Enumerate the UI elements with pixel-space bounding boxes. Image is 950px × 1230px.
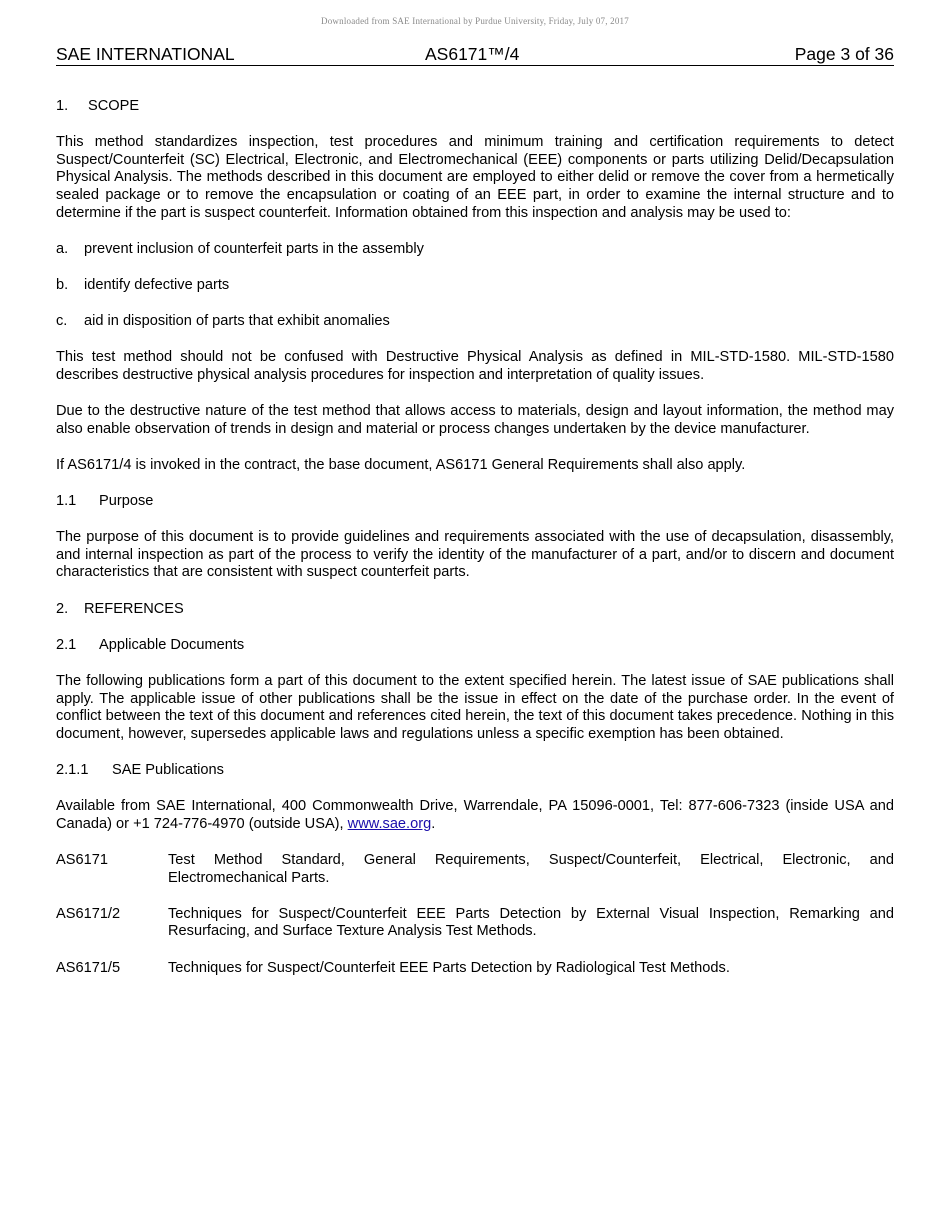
sae-availability-paragraph [56, 798, 894, 833]
section-title: SAE Publications [112, 761, 224, 778]
list-item [56, 277, 894, 295]
section-title: SCOPE [88, 98, 140, 114]
section-number: 2.1 [56, 636, 77, 653]
reference-code: AS6171/2 [56, 905, 121, 922]
section-title: Purpose [99, 493, 154, 510]
section-title: REFERENCES [84, 600, 184, 617]
reference-code: AS6171 [56, 851, 108, 868]
section-number: 1. [56, 98, 69, 114]
invocation-paragraph: If AS6171/4 is invoked in the contract, the base document, AS6171 General Requirements shall also apply. [56, 456, 746, 473]
list-item [56, 241, 894, 259]
header-document-number: AS6171™/4 [425, 44, 520, 64]
section-2-1-1-heading [56, 762, 894, 780]
reference-description: Techniques for Suspect/Counterfeit EEE Parts Detection by Radiological Test Methods. [168, 959, 730, 976]
availability-suffix: . [431, 815, 436, 832]
reference-item [56, 906, 894, 941]
document-body [56, 98, 894, 996]
section-2-heading [56, 601, 894, 619]
section-number: 2. [56, 600, 69, 617]
applicable-documents-paragraph: The following publications form a part of this document to the extent specified herein. The latest issue of SAE publications shall apply. The applicable issue of other publications shall be the issue in effect on the date of the purchase order. In the event of conflict between the text of this document and references cited herein, the text of this document takes precedence. Nothing in this document, however, supersedes applicable laws and regulations unless a specific exemption has been obtained. [56, 673, 894, 742]
reference-code: AS6171/5 [56, 959, 121, 976]
list-text: identify defective parts [84, 276, 230, 293]
list-text: prevent inclusion of counterfeit parts in the assembly [84, 240, 424, 257]
destructive-nature-paragraph: Due to the destructive nature of the test method that allows access to materials, design and layout information, the method may also enable observation of trends in design and material or process changes undertaken by the device manufacturer. [56, 403, 894, 437]
header-organization: SAE INTERNATIONAL [56, 44, 235, 64]
download-watermark: Downloaded from SAE International by Purdue University, Friday, July 07, 2017 [321, 16, 629, 26]
page-header [56, 44, 894, 66]
reference-item [56, 852, 894, 887]
section-1-heading [56, 98, 894, 116]
scope-paragraph: This method standardizes inspection, test procedures and minimum training and certification requirements to detect Suspect/Counterfeit (SC) Electrical, Electronic, and Electromechanical (EEE) components or parts utilizing Delid/Decapsulation Physical Analysis. The methods described in this document are employed to either delid or remove the cover from a hermetically sealed package or to remove the encapsulation or coating of an EEE part, in order to examine the internal structure and to determine if the part is suspect counterfeit. Information obtained from this inspection and analysis may be used to: [56, 134, 894, 221]
reference-item [56, 960, 894, 978]
list-item [56, 313, 894, 331]
list-text: aid in disposition of parts that exhibit anomalies [84, 313, 390, 330]
purpose-paragraph: The purpose of this document is to provide guidelines and requirements associated with the use of decapsulation, disassembly, and internal inspection as part of the process to verify the identity of the manufacturer of a part, and/or to discern and document characteristics that are consistent with suspect counterfeit parts. [56, 529, 894, 581]
list-marker: b. [56, 276, 69, 293]
dpa-paragraph: This test method should not be confused with Destructive Physical Analysis as defined in MIL-STD-1580. MIL-STD-1580 describes destructive physical analysis procedures for inspection and interpretation of quality issues. [56, 349, 894, 383]
reference-description: Techniques for Suspect/Counterfeit EEE Parts Detection by External Visual Inspection, Remarking and Resurfacing, and Surface Texture Analysis Test Methods. [168, 905, 894, 940]
section-1-1-heading [56, 493, 894, 511]
section-2-1-heading [56, 637, 894, 655]
reference-description: Test Method Standard, General Requirements, Suspect/Counterfeit, Electrical, Electronic, and Electromechanical Parts. [168, 851, 894, 886]
list-marker: a. [56, 240, 69, 257]
section-number: 2.1.1 [56, 761, 89, 778]
list-marker: c. [56, 313, 68, 330]
header-page-number: Page 3 of 36 [794, 44, 894, 64]
section-number: 1.1 [56, 493, 77, 510]
sae-website-link[interactable]: www.sae.org [347, 815, 432, 832]
section-title: Applicable Documents [99, 636, 245, 653]
availability-text: Available from SAE International, 400 Commonwealth Drive, Warrendale, PA 15096-0001, Tel: 877-606-7323 (inside USA and Canada) or +1 724-776-4970 (outside USA), [56, 798, 894, 832]
